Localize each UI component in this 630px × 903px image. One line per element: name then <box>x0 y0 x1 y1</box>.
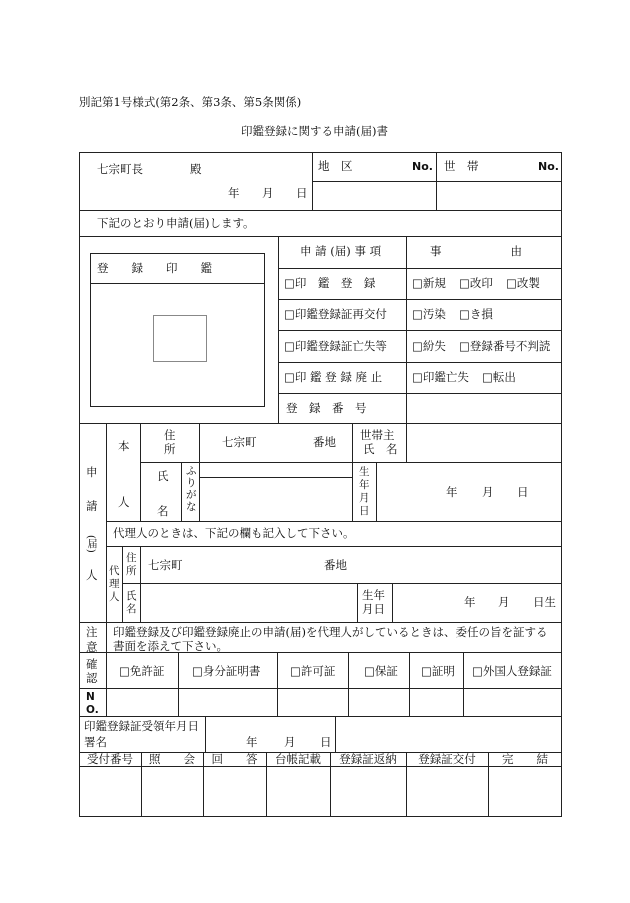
reason-soiled[interactable]: □汚染 <box>412 307 446 321</box>
request-item-header: 申 請 (届) 事 項 <box>300 244 382 258</box>
request-item-seal-registration[interactable]: □印 鑑 登 録 <box>284 276 376 290</box>
agent-address-banchi: 番地 <box>324 558 347 572</box>
notice-text-1: 印鑑登録及び印鑑登録廃止の申請(届)を代理人がしているときは、委任の旨を証する <box>113 625 548 639</box>
applicant-side-label-4: 人 <box>86 568 98 582</box>
receipt-year-label: 年 <box>246 735 258 749</box>
date-year-label: 年 <box>228 186 240 200</box>
birth-year-label: 年 <box>446 485 458 499</box>
notice-label-1: 注 <box>86 625 98 639</box>
notice-label-2: 意 <box>86 640 98 654</box>
area-no-label: No. <box>412 160 433 173</box>
honorific: 殿 <box>190 162 202 176</box>
household-no-label: No. <box>538 160 559 173</box>
confirm-id-certificate[interactable]: □身分証明書 <box>192 664 261 678</box>
birth-label-3: 月 <box>359 492 370 504</box>
office-header-card-issue: 登録証交付 <box>418 752 476 766</box>
agent-address-label-1: 住 <box>126 552 137 564</box>
agent-note: 代理人のときは、下記の欄も記入して下さい。 <box>113 526 355 540</box>
confirm-guarantee[interactable]: □保証 <box>364 664 398 678</box>
agent-label-3: 人 <box>109 591 120 603</box>
agent-address-label-2: 所 <box>126 565 137 577</box>
reason-moved-out[interactable]: □転出 <box>482 370 516 384</box>
self-label-bottom: 人 <box>118 495 130 509</box>
birth-label-1: 生 <box>359 466 370 478</box>
office-header-ledger: 台帳記載 <box>275 752 321 766</box>
request-item-card-lost[interactable]: □印鑑登録証亡失等 <box>284 339 387 353</box>
office-header-reply: 回 答 <box>211 752 258 766</box>
address-town: 七宗町 <box>222 435 257 449</box>
notice-text-2: 書面を添えて下さい。 <box>113 639 228 653</box>
date-day-label: 日 <box>296 186 308 200</box>
receipt-day-label: 日 <box>320 735 332 749</box>
registration-number-label: 登 録 番 号 <box>286 401 367 415</box>
agent-label-2: 理 <box>109 578 120 590</box>
reason-seal-change[interactable]: □改印 <box>459 276 493 290</box>
agent-name-label-1: 氏 <box>126 590 137 602</box>
seal-box-title: 登 録 印 鑑 <box>97 261 212 275</box>
form-reference: 別記第1号様式(第2条、第3条、第5条関係) <box>79 95 302 109</box>
request-item-card-reissue[interactable]: □印鑑登録証再交付 <box>284 307 387 321</box>
birth-month-label: 月 <box>482 485 494 499</box>
reason-remake[interactable]: □改製 <box>506 276 540 290</box>
agent-birth-label-2: 月日 <box>362 602 385 616</box>
office-header-inquiry: 照 会 <box>149 752 195 766</box>
self-label-top: 本 <box>118 439 130 453</box>
office-header-complete: 完 結 <box>502 752 548 766</box>
confirm-certificate[interactable]: □証明 <box>421 664 455 678</box>
area-label: 地 区 <box>318 159 353 173</box>
name-label-top: 氏 <box>157 469 169 483</box>
agent-birth-year-label: 年 <box>464 595 476 609</box>
applicant-side-label-2: 請 <box>86 499 98 513</box>
name-label-bottom: 名 <box>157 504 169 518</box>
mayor-label: 七宗町長 <box>97 162 143 176</box>
confirm-alien-registration[interactable]: □外国人登録証 <box>472 664 552 678</box>
confirm-label-1: 確 <box>86 657 98 671</box>
agent-birth-day-label: 日生 <box>533 595 556 609</box>
confirm-permit[interactable]: □許可証 <box>290 664 336 678</box>
office-header-card-return: 登録証返納 <box>339 752 397 766</box>
reason-seal-lost[interactable]: □印鑑亡失 <box>412 370 469 384</box>
receipt-month-label: 月 <box>284 735 296 749</box>
birth-label-2: 年 <box>359 479 370 491</box>
furigana-label-3: が <box>186 489 197 501</box>
agent-name-label-2: 名 <box>126 603 137 615</box>
request-item-abolish[interactable]: □印 鑑 登 録 廃 止 <box>284 370 383 384</box>
householder-label-1: 世帯主 <box>360 428 395 442</box>
householder-label-2: 氏 名 <box>363 442 398 456</box>
no-label-2: O. <box>86 704 99 716</box>
furigana-label-2: り <box>186 477 197 489</box>
request-reason-header: 事 由 <box>430 244 522 258</box>
reason-damaged[interactable]: □き損 <box>459 307 493 321</box>
furigana-label-4: な <box>186 501 197 513</box>
applicant-side-label-3: (届) <box>85 535 96 553</box>
no-label-1: N <box>86 691 95 703</box>
confirm-drivers-license[interactable]: □免許証 <box>119 664 165 678</box>
agent-label-1: 代 <box>109 565 120 577</box>
date-month-label: 月 <box>262 186 274 200</box>
agent-birth-label-1: 生年 <box>362 588 385 602</box>
confirm-label-2: 認 <box>86 671 98 685</box>
furigana-label-1: ふ <box>186 465 197 477</box>
household-label: 世 帯 <box>444 159 479 173</box>
birth-label-4: 日 <box>359 505 370 517</box>
reason-lost[interactable]: □紛失 <box>412 339 446 353</box>
intro-text: 下記のとおり申請(届)します。 <box>97 216 255 230</box>
applicant-side-label-1: 申 <box>86 465 98 479</box>
agent-birth-month-label: 月 <box>498 595 510 609</box>
reason-number-unreadable[interactable]: □登録番号不判読 <box>459 339 551 353</box>
receipt-label-2: 署名 <box>84 735 107 749</box>
receipt-label-1: 印鑑登録証受領年月日 <box>84 719 199 733</box>
address-banchi: 番地 <box>313 435 336 449</box>
address-label-2: 所 <box>164 442 176 456</box>
reason-new[interactable]: □新規 <box>412 276 446 290</box>
address-label-1: 住 <box>164 428 176 442</box>
seal-stamp-area <box>153 315 207 362</box>
office-header-reception-no: 受付番号 <box>87 752 133 766</box>
form-title: 印鑑登録に関する申請(届)書 <box>241 124 388 138</box>
agent-address-town: 七宗町 <box>148 558 183 572</box>
birth-day-label: 日 <box>517 485 529 499</box>
